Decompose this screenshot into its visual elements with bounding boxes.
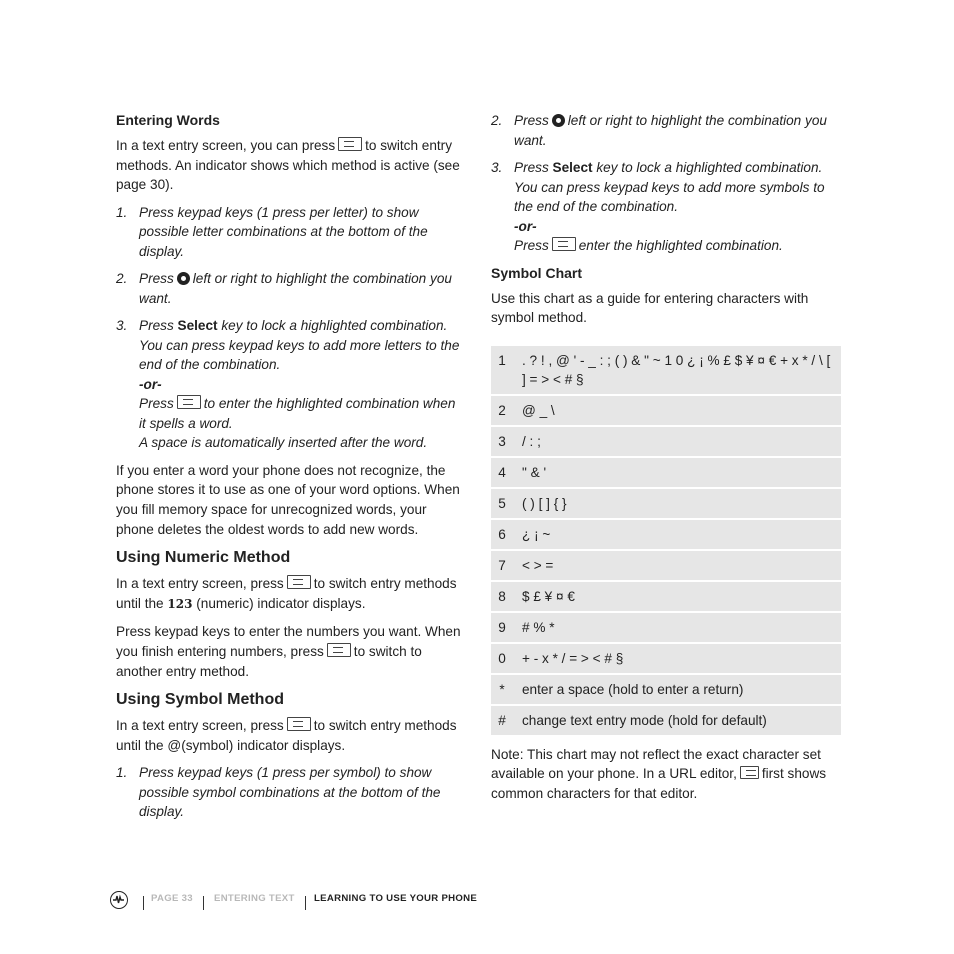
right-soft-key-icon — [177, 395, 201, 409]
step-2: 2. Press left or right to highlight the combination you want. — [491, 113, 827, 148]
symbol-key-cell: 7 — [491, 551, 513, 580]
numeric-method-heading: Using Numeric Method — [116, 549, 291, 567]
symbol-key-cell: 6 — [491, 520, 513, 549]
symbol-steps-continued — [491, 111, 841, 256]
table-row — [491, 396, 841, 425]
nav-key-icon — [552, 114, 565, 127]
symbol-chars-cell: change text entry mode (hold for default) — [513, 706, 841, 735]
nav-key-icon — [177, 272, 190, 285]
symbol-intro: In a text entry screen, press to switch entry methods until the @(symbol) indicator displays. — [116, 718, 457, 753]
table-row — [491, 613, 841, 642]
right-column — [491, 111, 841, 811]
or-separator: -or- — [139, 376, 162, 392]
footer-chapter: LEARNING TO USE YOUR PHONE — [314, 893, 478, 904]
symbol-chars-cell: enter a space (hold to enter a return) — [513, 675, 841, 704]
text-mode-key-icon — [287, 575, 311, 589]
step-3: 3. Press Select key to lock a highlighted combination. You can press keypad keys to add more symbols to the end of the combination. -or- Press enter the highlighted combination. — [491, 160, 825, 253]
numeric-indicator-icon: 123 — [167, 596, 193, 611]
symbol-key-cell: 1 — [491, 346, 513, 394]
table-row — [491, 706, 841, 735]
step-1: 1. Press keypad keys (1 press per letter) to show possible letter combinations at the bottom of the display. — [116, 204, 428, 259]
symbol-chars-cell: . ? ! , @ ' - _ : ; ( ) & " ~ 1 0 ¿ ¡ % £ $ ¥ ¤ € + x * / \ [ ] = > < # § — [513, 346, 841, 394]
table-row — [491, 489, 841, 518]
symbol-method-heading: Using Symbol Method — [116, 691, 284, 709]
entering-words-heading: Entering Words — [116, 112, 220, 128]
table-row — [491, 582, 841, 611]
or-separator: -or- — [514, 218, 537, 234]
symbol-chars-cell: + - x * / = > < # § — [513, 644, 841, 673]
symbol-key-cell: 8 — [491, 582, 513, 611]
symbol-chars-cell: / : ; — [513, 427, 841, 456]
brand-logo-icon — [110, 891, 128, 909]
page-footer — [110, 890, 610, 912]
left-column — [116, 111, 462, 830]
table-row — [491, 551, 841, 580]
symbol-chars-cell: ¿ ¡ ~ — [513, 520, 841, 549]
entering-words-steps — [116, 203, 462, 453]
right-soft-key-icon — [552, 237, 576, 251]
symbol-chars-cell: ( ) [ ] { } — [513, 489, 841, 518]
symbol-chars-cell: $ £ ¥ ¤ € — [513, 582, 841, 611]
table-row — [491, 346, 841, 394]
text-mode-key-icon — [287, 717, 311, 731]
table-row — [491, 427, 841, 456]
symbol-key-cell: 2 — [491, 396, 513, 425]
symbol-chart-note: Note: This chart may not reflect the exact character set available on your phone. In a URL editor, first shows common characters for that editor. — [491, 746, 827, 801]
step-2: 2. Press left or right to highlight the combination you want. — [116, 271, 452, 306]
symbol-key-cell: 3 — [491, 427, 513, 456]
url-key-icon — [740, 766, 759, 779]
symbol-chart-table — [491, 344, 841, 737]
text-mode-key-icon — [338, 137, 362, 151]
text-mode-key-icon — [327, 643, 351, 657]
symbol-key-cell: 4 — [491, 458, 513, 487]
table-row — [491, 458, 841, 487]
table-row — [491, 520, 841, 549]
table-row — [491, 644, 841, 673]
symbol-key-cell: 0 — [491, 644, 513, 673]
entering-words-intro: In a text entry screen, you can press to switch entry methods. An indicator shows which method is active (see page 30). — [116, 138, 460, 193]
step-3: 3. Press Select key to lock a highlighted combination. You can press keypad keys to add more letters to the end of the combination. -or- Press to enter the highlighted combination when it spells a word. A space is automatically inserted after the word. — [116, 318, 460, 451]
footer-section: ENTERING TEXT — [214, 893, 295, 904]
footer-divider — [203, 896, 204, 910]
step-1: 1. Press keypad keys (1 press per symbol) to show possible symbol combinations at the bottom of the display. — [116, 765, 441, 820]
unrecognized-words-paragraph: If you enter a word your phone does not recognize, the phone stores it to use as one of your word options. When you fill memory space for unrecognized words, your phone deletes the oldest words to add new words. — [116, 462, 460, 537]
symbol-key-cell: 5 — [491, 489, 513, 518]
symbol-chars-cell: @ _ \ — [513, 396, 841, 425]
symbol-key-cell: # — [491, 706, 513, 735]
symbol-chars-cell: # % * — [513, 613, 841, 642]
footer-page-number: PAGE 33 — [151, 893, 193, 904]
table-row — [491, 675, 841, 704]
numeric-intro: In a text entry screen, press to switch entry methods until the 123 (numeric) indicator displays. — [116, 576, 457, 611]
footer-divider — [305, 896, 306, 910]
symbol-key-cell: 9 — [491, 613, 513, 642]
symbol-chars-cell: " & ' — [513, 458, 841, 487]
numeric-paragraph: Press keypad keys to enter the numbers you want. When you finish entering numbers, press to switch to another entry method. — [116, 624, 461, 679]
symbol-steps — [116, 763, 462, 822]
symbol-chart-heading: Symbol Chart — [491, 264, 583, 281]
symbol-chart-intro: Use this chart as a guide for entering characters with symbol method. — [491, 290, 809, 326]
symbol-key-cell: * — [491, 675, 513, 704]
symbol-chars-cell: < > = — [513, 551, 841, 580]
footer-divider — [143, 896, 144, 910]
